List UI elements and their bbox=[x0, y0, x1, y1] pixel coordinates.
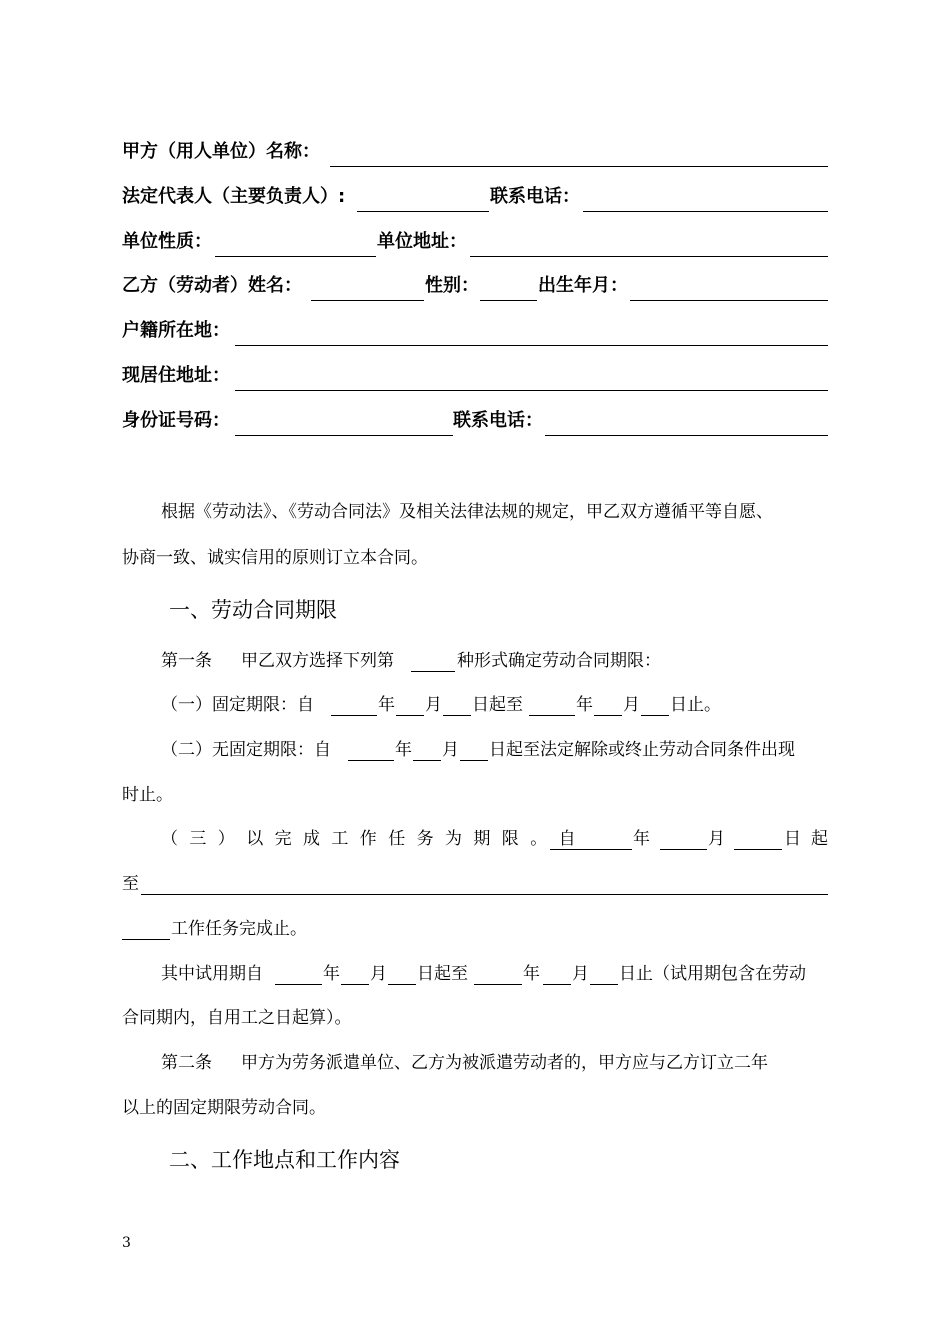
trial-year1-label: 年 bbox=[323, 964, 340, 984]
article-2-label: 第二条 bbox=[161, 1053, 212, 1073]
option-1-year2-blank[interactable] bbox=[529, 715, 575, 716]
option-3-month-label: 月 bbox=[708, 829, 725, 849]
trial-rest: 日止（试用期包含在劳动 bbox=[619, 964, 806, 984]
article-2-text: 甲方为劳务派遣单位、乙方为被派遣劳动者的，甲方应与乙方订立二年 bbox=[241, 1053, 768, 1073]
option-2-month-label: 月 bbox=[442, 740, 459, 760]
trial-month1-blank[interactable] bbox=[341, 984, 369, 985]
article-1-text-a: 甲乙双方选择下列第 bbox=[241, 651, 394, 671]
legal-rep-blank[interactable] bbox=[357, 211, 489, 212]
option-2-month-blank[interactable] bbox=[413, 760, 441, 761]
option-3-end-date-blank[interactable] bbox=[141, 894, 828, 895]
option-3-task-blank[interactable] bbox=[122, 939, 170, 940]
id-label: 身份证号码： bbox=[122, 410, 230, 431]
trial-month2-label: 月 bbox=[572, 964, 589, 984]
birth-blank[interactable] bbox=[630, 300, 828, 301]
article-1-form-blank[interactable] bbox=[411, 671, 455, 672]
article-1-label: 第一条 bbox=[161, 651, 212, 671]
household-blank[interactable] bbox=[235, 345, 828, 346]
trial-day1-blank[interactable] bbox=[388, 984, 416, 985]
residence-blank[interactable] bbox=[235, 390, 828, 391]
option-2-line-2: 时止。 bbox=[122, 785, 173, 805]
intro-line-1: 根据《劳动法》、《劳动合同法》及相关法律法规的规定，甲乙双方遵循平等自愿、 bbox=[161, 502, 773, 522]
option-3-to-label: 至 bbox=[122, 874, 139, 894]
household-label: 户籍所在地： bbox=[122, 320, 230, 341]
page-number: 3 bbox=[122, 1235, 131, 1251]
option-1-year1-label: 年 bbox=[378, 695, 395, 715]
option-3-end-text: 工作任务完成止。 bbox=[171, 919, 307, 939]
birth-label: 出生年月： bbox=[538, 275, 628, 296]
unit-nature-blank[interactable] bbox=[215, 256, 376, 257]
phone-label-1: 联系电话： bbox=[490, 186, 580, 207]
gender-blank[interactable] bbox=[480, 300, 537, 301]
trial-day1-label: 日起至 bbox=[417, 964, 468, 984]
unit-address-label: 单位地址： bbox=[377, 231, 467, 252]
option-2-day-blank[interactable] bbox=[460, 760, 488, 761]
option-1-day1-label: 日起至 bbox=[472, 695, 523, 715]
trial-year2-label: 年 bbox=[523, 964, 540, 984]
option-1-text: （一）固定期限：自 bbox=[161, 695, 314, 715]
trial-month2-blank[interactable] bbox=[543, 984, 571, 985]
party-b-name-blank[interactable] bbox=[311, 300, 424, 301]
option-1-day2-blank[interactable] bbox=[641, 715, 669, 716]
phone-label-2: 联系电话： bbox=[453, 410, 543, 431]
party-a-name-blank[interactable] bbox=[330, 166, 828, 167]
trial-line-2: 合同期内，自用工之日起算）。 bbox=[122, 1008, 352, 1028]
option-3-year-blank[interactable] bbox=[550, 849, 632, 850]
gender-label: 性别： bbox=[425, 275, 479, 296]
article-1-text-b: 种形式确定劳动合同期限： bbox=[457, 651, 661, 671]
trial-year1-blank[interactable] bbox=[275, 984, 322, 985]
option-2-year-blank[interactable] bbox=[348, 760, 394, 761]
section-1-title: 一、劳动合同期限 bbox=[169, 598, 337, 622]
trial-day2-blank[interactable] bbox=[590, 984, 618, 985]
unit-nature-label: 单位性质： bbox=[122, 231, 212, 252]
option-3-month-blank[interactable] bbox=[660, 849, 707, 850]
option-1-day2-label: 日止。 bbox=[670, 695, 721, 715]
option-1-month1-label: 月 bbox=[425, 695, 442, 715]
section-2-title: 二、工作地点和工作内容 bbox=[169, 1148, 400, 1172]
option-3-day-label: 日起 bbox=[784, 829, 838, 849]
trial-month1-label: 月 bbox=[370, 964, 387, 984]
article-2-line-2: 以上的固定期限劳动合同。 bbox=[122, 1098, 326, 1118]
option-1-year2-label: 年 bbox=[576, 695, 593, 715]
option-2-year-label: 年 bbox=[395, 740, 412, 760]
option-2-text: （二）无固定期限：自 bbox=[161, 740, 331, 760]
party-a-name-label: 甲方（用人单位）名称： bbox=[122, 141, 320, 162]
option-3-text: （三）以完成工作任务为期限。自 bbox=[161, 829, 587, 849]
legal-rep-label: 法定代表人（主要负责人）: bbox=[122, 186, 346, 207]
party-b-name-label: 乙方（劳动者）姓名： bbox=[122, 275, 302, 296]
trial-year2-blank[interactable] bbox=[474, 984, 522, 985]
intro-line-2: 协商一致、诚实信用的原则订立本合同。 bbox=[122, 548, 428, 568]
option-1-month2-label: 月 bbox=[623, 695, 640, 715]
residence-label: 现居住地址： bbox=[122, 365, 230, 386]
option-1-day1-blank[interactable] bbox=[443, 715, 471, 716]
option-2-rest: 日起至法定解除或终止劳动合同条件出现 bbox=[489, 740, 795, 760]
id-blank[interactable] bbox=[235, 435, 453, 436]
option-3-day-blank[interactable] bbox=[734, 849, 782, 850]
phone-blank-2[interactable] bbox=[545, 435, 828, 436]
option-1-month2-blank[interactable] bbox=[594, 715, 622, 716]
option-1-year1-blank[interactable] bbox=[331, 715, 377, 716]
option-1-month1-blank[interactable] bbox=[396, 715, 424, 716]
unit-address-blank[interactable] bbox=[470, 256, 828, 257]
trial-text: 其中试用期自 bbox=[161, 964, 263, 984]
option-3-year-label: 年 bbox=[633, 829, 650, 849]
phone-blank-1[interactable] bbox=[583, 211, 828, 212]
